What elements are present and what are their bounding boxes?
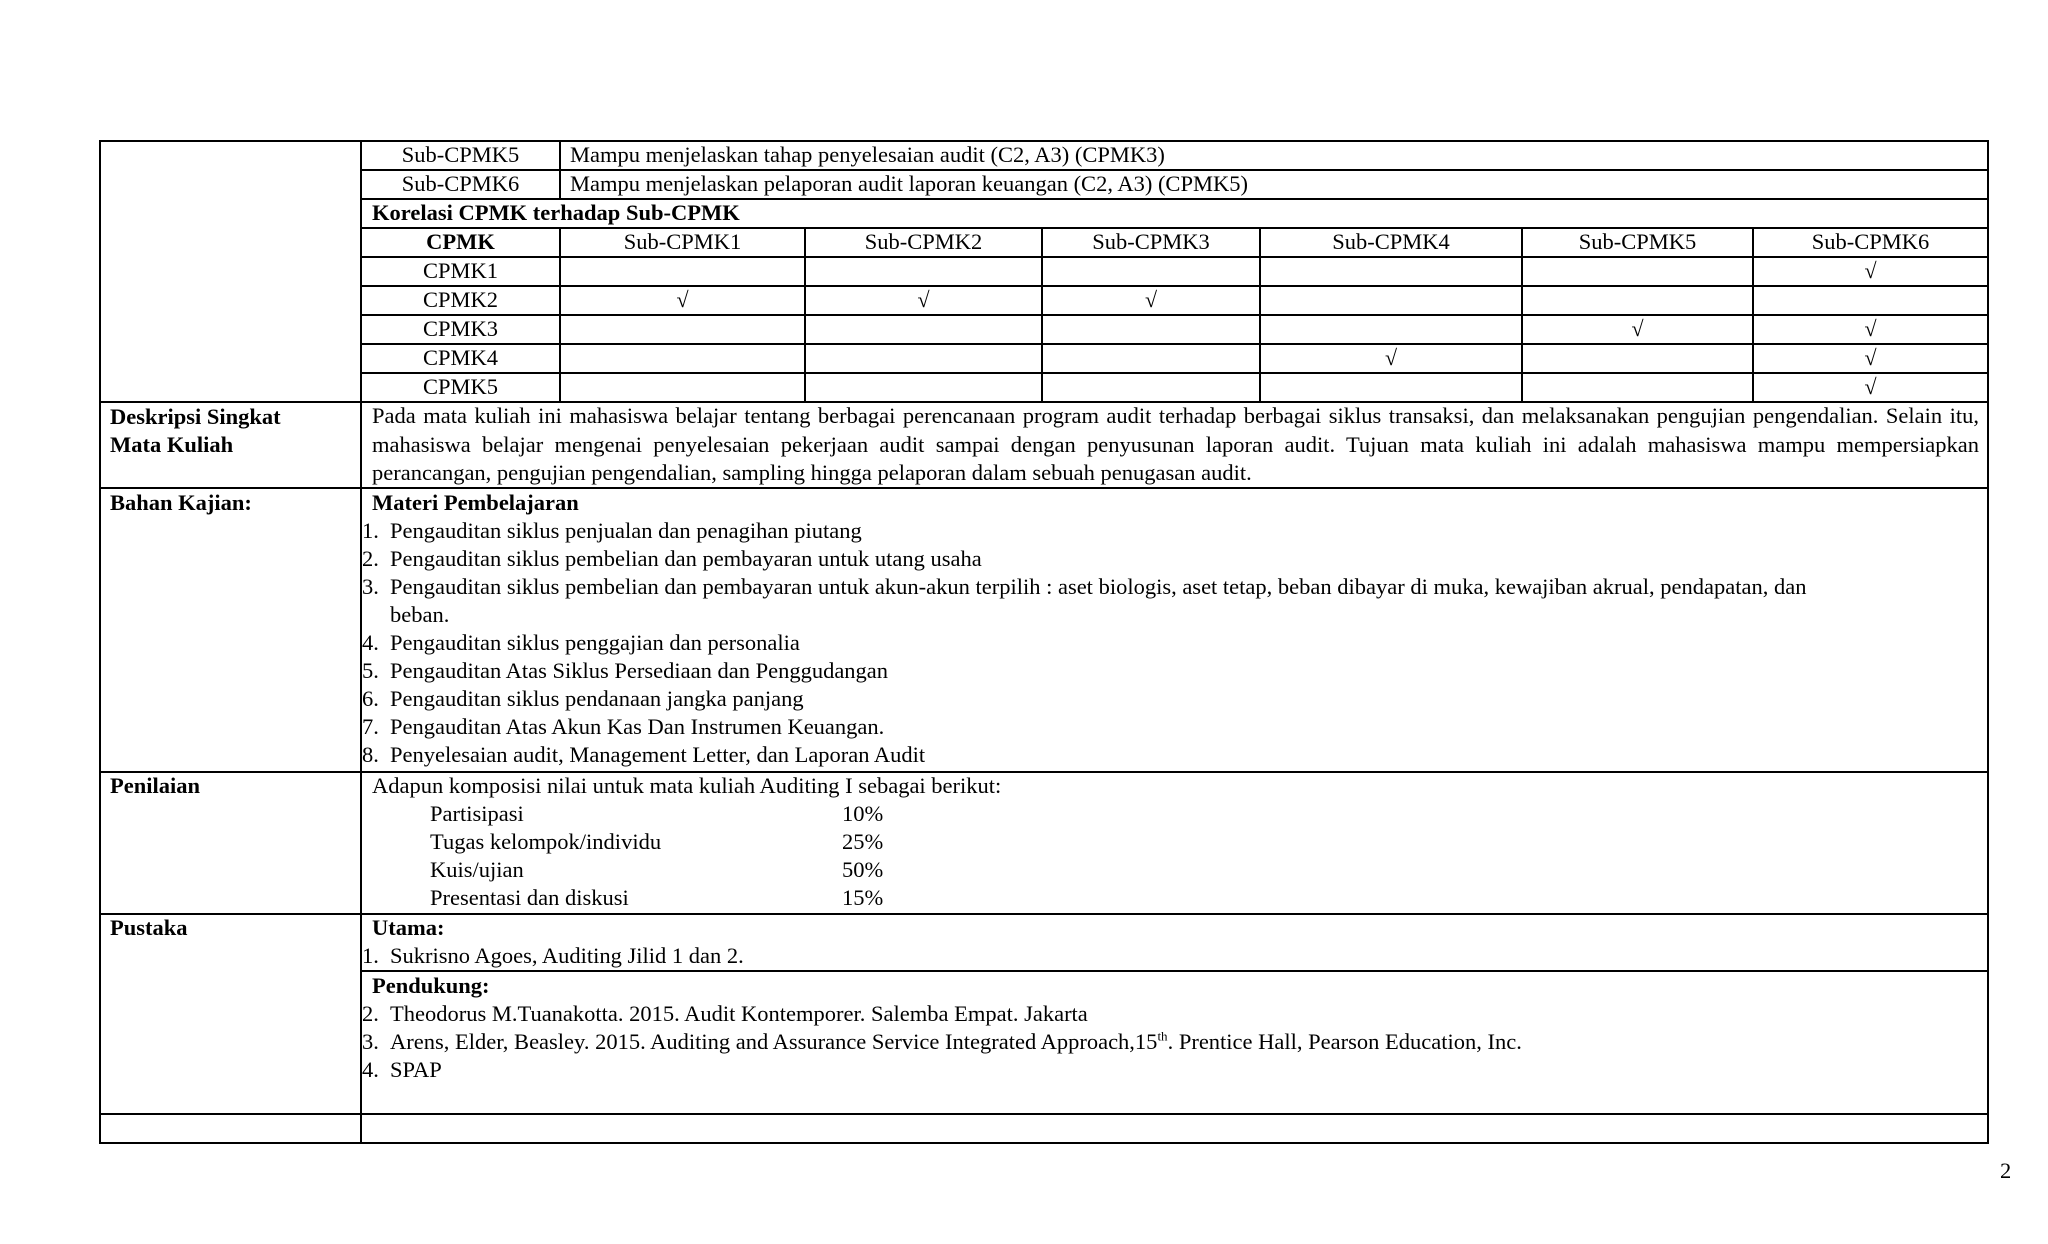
- pustaka-reference-number: 3.: [362, 1029, 379, 1054]
- materi-item-text: Pengauditan siklus penggajian dan personalia: [390, 630, 800, 655]
- pustaka-reference-text: [390, 1028, 1522, 1056]
- materi-item-number: 7.: [362, 714, 379, 739]
- checkmark-icon: √: [1384, 345, 1398, 370]
- checkmark-icon: √: [1864, 316, 1877, 341]
- pustaka-label: Pustaka: [110, 915, 188, 940]
- deskripsi-label-line1: Deskripsi Singkat: [110, 404, 281, 429]
- materi-item-text: Pengauditan siklus pendanaan jangka panjang: [390, 686, 804, 711]
- pustaka-reference-text: Theodorus M.Tuanakotta. 2015. Audit Kontemporer. Salemba Empat. Jakarta: [390, 1001, 1088, 1026]
- table-border-bottom: [99, 1142, 1989, 1144]
- row-divider: [361, 372, 1988, 374]
- checkmark-icon: √: [1144, 287, 1158, 312]
- korelasi-row-label: CPMK5: [422, 374, 499, 399]
- penilaian-component-name: Kuis/ujian: [430, 857, 524, 882]
- korelasi-column-header: Sub-CPMK1: [623, 229, 742, 254]
- korelasi-row-label: CPMK1: [422, 258, 499, 283]
- materi-item-text: beban.: [390, 602, 450, 627]
- materi-item-number: 5.: [362, 658, 379, 683]
- korelasi-row-label: CPMK3: [422, 316, 499, 341]
- sub-cpmk-description: Mampu menjelaskan tahap penyelesaian audit (C2, A3) (CPMK3): [570, 142, 1165, 167]
- table-border-left: [99, 140, 101, 1144]
- row-divider: [361, 343, 1988, 345]
- row-divider: [361, 256, 1988, 258]
- materi-heading: Materi Pembelajaran: [372, 490, 579, 515]
- materi-item-text: Pengauditan Atas Akun Kas Dan Instrumen Keuangan.: [390, 714, 885, 739]
- pustaka-reference-text-tail: . Prentice Hall, Pearson Education, Inc.: [1167, 1029, 1522, 1054]
- penilaian-component-name: Partisipasi: [430, 801, 524, 826]
- section-divider: [99, 1113, 1989, 1115]
- penilaian-component-name: Tugas kelompok/individu: [430, 829, 662, 854]
- penilaian-label: Penilaian: [110, 773, 201, 798]
- pustaka-pendukung-heading: Pendukung:: [372, 973, 490, 998]
- materi-item-number: 4.: [362, 630, 379, 655]
- sub-cpmk-description: Mampu menjelaskan pelaporan audit laporan keuangan (C2, A3) (CPMK5): [570, 171, 1248, 196]
- row-divider: [361, 970, 1988, 972]
- korelasi-row-label: CPMK4: [422, 345, 499, 370]
- checkmark-icon: √: [1864, 374, 1877, 399]
- materi-item-text: Pengauditan siklus penjualan dan penagihan piutang: [390, 518, 862, 543]
- penilaian-component-value: 10%: [842, 801, 884, 826]
- pustaka-utama-heading: Utama:: [372, 915, 445, 940]
- checkmark-icon: √: [917, 287, 930, 312]
- korelasi-column-header: Sub-CPMK5: [1578, 229, 1697, 254]
- checkmark-icon: √: [1864, 258, 1877, 283]
- column-divider: [559, 140, 561, 199]
- page-number: 2: [2000, 1158, 2012, 1183]
- materi-item-text: Penyelesaian audit, Management Letter, dan Laporan Audit: [390, 742, 926, 767]
- pustaka-reference-number: 2.: [362, 1001, 379, 1026]
- korelasi-column-header: Sub-CPMK2: [864, 229, 983, 254]
- materi-item-text: Pengauditan Atas Siklus Persediaan dan Penggudangan: [390, 658, 889, 683]
- pustaka-reference-text: Sukrisno Agoes, Auditing Jilid 1 dan 2.: [390, 943, 744, 968]
- bahan-kajian-label: Bahan Kajian:: [110, 490, 252, 515]
- pustaka-reference-text: SPAP: [390, 1057, 442, 1082]
- pustaka-reference-number: 1.: [362, 943, 379, 968]
- deskripsi-label-line2: Mata Kuliah: [110, 432, 234, 457]
- pustaka-reference-text-main: Arens, Elder, Beasley. 2015. Auditing and Assurance Service Integrated Approach,15: [390, 1029, 1158, 1054]
- korelasi-row-label: CPMK2: [422, 287, 499, 312]
- penilaian-intro: Adapun komposisi nilai untuk mata kuliah Auditing I sebagai berikut:: [372, 773, 1002, 798]
- materi-item-number: 2.: [362, 546, 379, 571]
- materi-item-number: 1.: [362, 518, 379, 543]
- korelasi-column-header: Sub-CPMK3: [1092, 229, 1210, 254]
- checkmark-icon: √: [1864, 345, 1877, 370]
- penilaian-component-value: 50%: [842, 857, 884, 882]
- penilaian-component-name: Presentasi dan diskusi: [430, 885, 629, 910]
- table-border-right: [1987, 140, 1989, 1144]
- pustaka-reference-superscript: th: [1157, 1028, 1168, 1044]
- checkmark-icon: √: [1631, 316, 1644, 341]
- korelasi-column-header: Sub-CPMK4: [1332, 229, 1450, 254]
- deskripsi-text: Pada mata kuliah ini mahasiswa belajar tentang berbagai perencanaan program audit terhadap berbagai siklus transaksi, dan melaksanakan pengujian pengendalian. Selain itu, mahasiswa belajar mengenai penyelesaian pekerjaan audit sampai dengan penyusunan laporan audit. Tujuan mata kuliah ini adalah mahasiswa mampu mempersiapkan perancangan, pengujian pengendalian, sampling hingga pelaporan dalam sebuah penugasan audit.: [372, 403, 1979, 485]
- checkmark-icon: √: [676, 287, 689, 312]
- materi-item-number: 6.: [362, 686, 379, 711]
- materi-item-number: 8.: [362, 742, 379, 767]
- korelasi-column-header: Sub-CPMK6: [1811, 229, 1930, 254]
- penilaian-component-value: 25%: [842, 829, 884, 854]
- sub-cpmk-code: Sub-CPMK5: [401, 142, 520, 167]
- korelasi-heading: Korelasi CPMK terhadap Sub-CPMK: [372, 200, 740, 225]
- korelasi-corner-header: CPMK: [426, 229, 495, 254]
- materi-item-number: 3.: [362, 574, 379, 599]
- materi-item-text: Pengauditan siklus pembelian dan pembayaran untuk akun-akun terpilih : aset biologis, aset tetap, beban dibayar di muka, kewajiban akrual, pendapatan, dan: [390, 574, 1807, 599]
- penilaian-component-value: 15%: [842, 885, 884, 910]
- materi-item-text: Pengauditan siklus pembelian dan pembayaran untuk utang usaha: [390, 546, 982, 571]
- sub-cpmk-code: Sub-CPMK6: [401, 171, 520, 196]
- pustaka-reference-number: 4.: [362, 1057, 379, 1082]
